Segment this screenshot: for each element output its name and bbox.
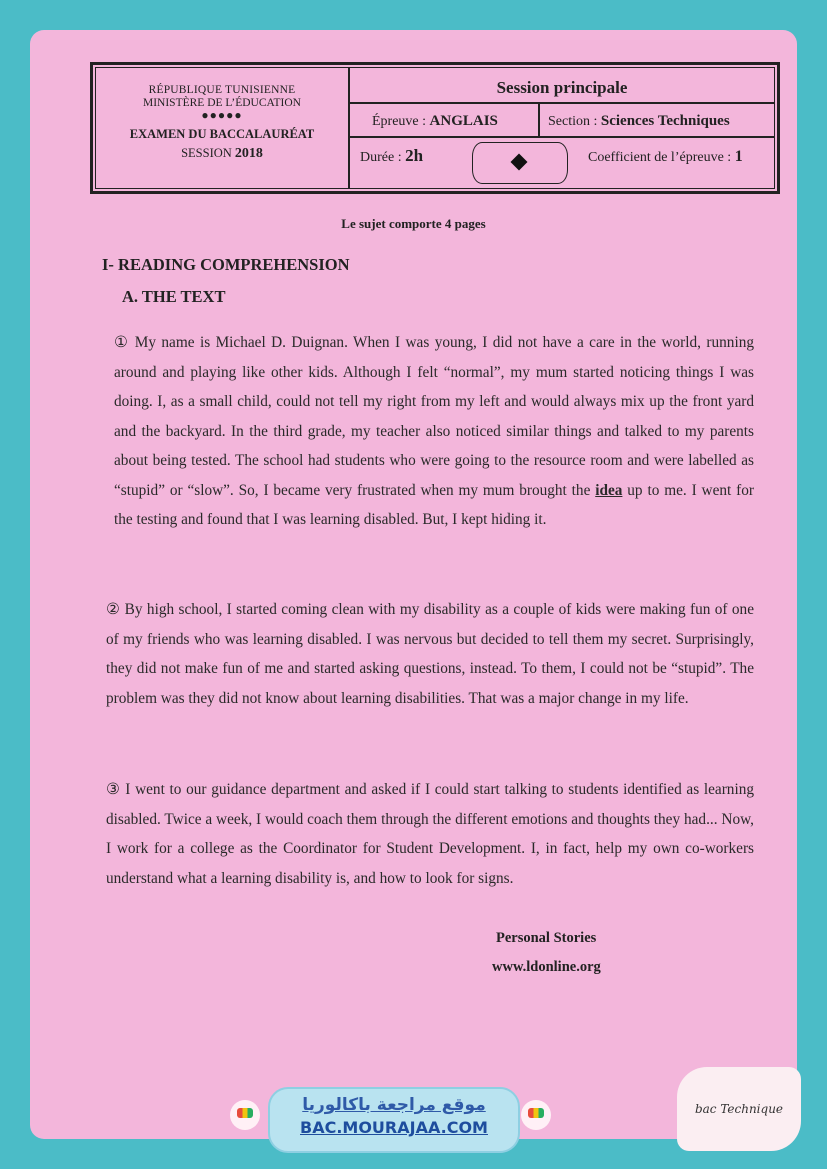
diamond-frame bbox=[472, 142, 568, 184]
exam-header-table bbox=[90, 62, 780, 194]
header-right-cell bbox=[350, 68, 774, 188]
section-value: Sciences Techniques bbox=[600, 113, 730, 129]
epreuve-value: ANGLAIS bbox=[429, 113, 498, 129]
session-label: SESSION bbox=[181, 146, 232, 160]
coefficient-label: Coefficient de l’épreuve : bbox=[588, 150, 732, 165]
header-inner-border bbox=[95, 67, 775, 189]
dots-separator: ●●●●● bbox=[201, 108, 243, 122]
site-logo-right-icon bbox=[521, 1100, 551, 1130]
ministry-label: MINISTÈRE DE L’ÉDUCATION bbox=[142, 97, 301, 109]
site-arabic-link[interactable]: موقع مراجعة باكالوريا bbox=[302, 1095, 486, 1115]
source-name: Personal Stories bbox=[496, 930, 597, 946]
section-heading: I- READING COMPREHENSION bbox=[102, 255, 350, 274]
keyword-idea: idea bbox=[595, 481, 623, 499]
duree-field bbox=[360, 146, 423, 166]
paragraph-1 bbox=[114, 328, 754, 535]
section-field bbox=[548, 104, 774, 136]
exam-page bbox=[30, 30, 797, 1139]
coefficient-field bbox=[588, 148, 743, 166]
paragraph-1-start: ① My name is Michael D. Duignan. When I was young, I did not have a care in the world, running around and playing like other kids. Although I felt “normal”, my mum started noticing things I was doing. I, as a small child, could not tell my right from my left and would always mix up the front yard and the backyard. In the third grade, my teacher also noticed similar things and talked to my parents about being tested. The school had students who were going to the resource room and were labelled as “stupid” or “slow”. So, I became very frustrated when my mum brought the bbox=[114, 334, 754, 499]
header-left-cell bbox=[96, 68, 350, 188]
subsection-heading: A. THE TEXT bbox=[122, 287, 226, 306]
duree-value: 2h bbox=[405, 146, 424, 165]
subject-row bbox=[350, 104, 774, 138]
session-line bbox=[96, 146, 348, 162]
paragraph-3: ③ I went to our guidance department and asked if I could start talking to students identified as learning disabled. Twice a week, I would coach them through the different emotions and thoughts they had... Now, I work for a college as the Coordinator for Student Development. I, in fact, help my own co-workers understand what a learning disability is, and how to look for signs. bbox=[106, 781, 754, 887]
paragraph-2: ② By high school, I started coming clean with my disability as a couple of kids were making fun of one of my friends who was learning disabled. I was nervous but decided to tell them my secret. Surprisingly, they did not make fun of me and started asking questions, instead. To them, I could not be “stupid”. The problem was they did not know about learning disabilities. That was a major change in my life. bbox=[106, 601, 754, 707]
site-url-link[interactable]: BAC.MOURAJAA.COM bbox=[300, 1118, 488, 1137]
exam-name: EXAMEN DU BACCALAURÉAT bbox=[129, 127, 315, 141]
page-count-note: Le sujet comporte 4 pages bbox=[341, 216, 486, 231]
country-label: RÉPUBLIQUE TUNISIENNE bbox=[148, 84, 296, 96]
source-url: www.ldonline.org bbox=[492, 959, 601, 975]
session-title: Session principale bbox=[350, 68, 774, 104]
section-label: Section : bbox=[548, 114, 598, 129]
site-badge[interactable] bbox=[268, 1087, 520, 1153]
epreuve-field bbox=[350, 104, 540, 136]
coefficient-value: 1 bbox=[734, 148, 743, 165]
duree-label: Durée : bbox=[360, 150, 402, 165]
bac-technique-badge: bac Technique bbox=[677, 1067, 801, 1151]
paragraph-1-end: up to me. I went for the testing and found that I was learning disabled. But, I kept hiding it. bbox=[114, 481, 754, 528]
session-year: 2018 bbox=[234, 146, 263, 161]
site-logo-left-icon bbox=[230, 1100, 260, 1130]
diamond-icon bbox=[511, 154, 528, 171]
epreuve-label: Épreuve : bbox=[372, 114, 427, 129]
